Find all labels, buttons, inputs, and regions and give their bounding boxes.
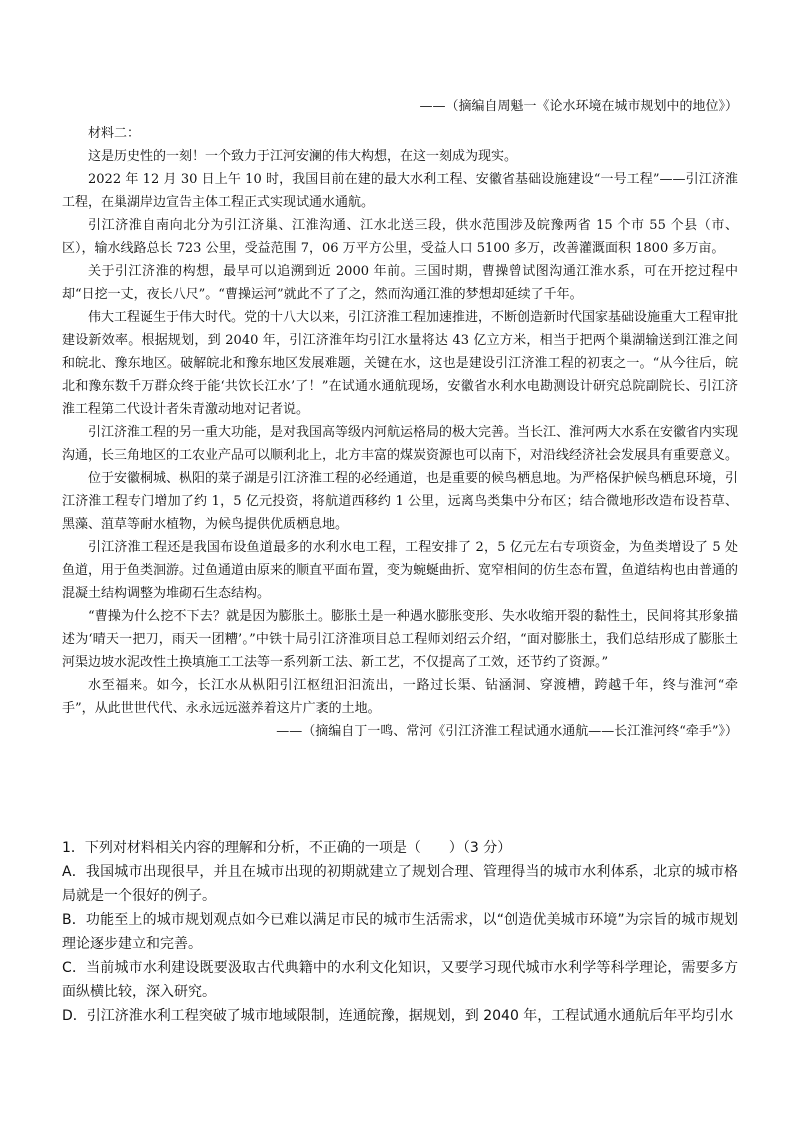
- paragraph: 伟大工程诞生于伟大时代。党的十八大以来，引江济淮工程加速推进，不断创造新时代国家基础设施重大工程审批建设新效率。根据规划，到 2040 年，引江济淮年均引江水量将达 43 亿立方米，相当于把两个巢湖输送到江淮之间和皖北、豫东地区。破解皖北和豫东地区发展难题，关键在水，这也是建设引江济淮工程的初衷之一。“从今往后，皖北和豫东数千万群众终于能‘共饮长江水’了！”在试通水通航现场，安徽省水利水电勘测设计研究总院副院长、引江济淮工程第二代设计者朱青激动地对记者说。: [62, 310, 739, 417]
- option-d: D．引江济淮水利工程突破了城市地域限制，连通皖豫，据规划，到 2040 年，工程试通水通航后年平均引水: [62, 1008, 734, 1024]
- paragraph: 水至福来。如今，长江水从枞阳引江枢纽汩汩流出，一路过长渠、钻涵洞、穿渡槽，跨越千年，终与淮河“牵手”，从此世世代代、永永远远滋养着这片广袤的土地。: [62, 678, 738, 716]
- paragraph: 引江济淮自南向北分为引江济巢、江淮沟通、江水北送三段，供水范围涉及皖豫两省 15 个市 55 个县（市、区），输水线路总长 723 公里，受益范围 7，06 万平方公里，受益人口 5100 多万，改善灌溉面积 1800 多万亩。: [62, 218, 738, 256]
- option-b: B．功能至上的城市规划观点如今已难以满足市民的城市生活需求，以“创造优美城市环境”为宗旨的城市规划理论逐步建立和完善。: [62, 912, 738, 952]
- paragraph: 引江济淮工程还是我国布设鱼道最多的水利水电工程，工程安排了 2，5 亿元左右专项资金，为鱼类增设了 5 处鱼道，用于鱼类洄游。过鱼通道由原来的顺直平面布置，变为蜿蜒曲折、宽窄相间的仿生态布置，鱼道结构也由普通的混凝土结构调整为堆砌石生态结构。: [62, 540, 739, 601]
- reading-material: [62, 95, 738, 743]
- paragraph: “曹操为什么挖不下去？就是因为膨胀土。膨胀土是一种遇水膨胀变形、失水收缩开裂的黏性土，民间将其形象描述为‘晴天一把刀，雨天一团糟’。”中铁十局引江济淮项目总工程师刘绍云介绍，“面对膨胀土，我们总结形成了膨胀土河渠边坡水泥改性土换填施工工法等一系列新工法、新工艺，不仅提高了工效，还节约了资源。”: [62, 609, 738, 670]
- paragraph: 位于安徽桐城、枞阳的菜子湖是引江济淮工程的必经通道，也是重要的候鸟栖息地。为严格保护候鸟栖息环境，引江济淮工程专门增加了约 1，5 亿元投资，将航道西移约 1 公里，远离鸟类集中分布区；结合微地形改造布设苔草、黑藻、菹草等耐水植物，为候鸟提供优质栖息地。: [62, 471, 739, 532]
- paragraph: 引江济淮工程的另一重大功能，是对我国高等级内河航运格局的极大完善。当长江、淮河两大水系在安徽省内实现沟通，长三角地区的工农业产品可以顺利北上，北方丰富的煤炭资源也可以南下，对沿线经济社会发展具有重要意义。: [62, 425, 739, 463]
- option-a: A．我国城市出现很早，并且在城市出现的初期就建立了规划合理、管理得当的城市水利体系，北京的城市格局就是一个很好的例子。: [62, 864, 738, 904]
- question-stem: 1．下列对材料相关内容的理解和分析，不正确的一项是（ ）（3 分）: [62, 840, 512, 856]
- source-citation-1: ——（摘编自周魁一《论水环境在城市规划中的地位》）: [419, 99, 738, 114]
- material-label: 材料二：: [88, 126, 141, 141]
- paragraph: 关于引江济淮的构想，最早可以追溯到近 2000 年前。三国时期，曹操曾试图沟通江淮水系，可在开挖过程中却“日挖一丈，夜长八尺”。“曹操运河”就此不了了之，然而沟通江淮的梦想却延续了千年。: [62, 264, 738, 302]
- option-c: C．当前城市水利建设既要汲取古代典籍中的水利文化知识，又要学习现代城市水利学等科学理论，需要多方面纵横比较，深入研究。: [62, 960, 738, 1000]
- source-citation-2: ——（摘编自丁一鸣、常河《引江济淮工程试通水通航——长江淮河终“牵手”》）: [276, 724, 738, 739]
- paragraph: 这是历史性的一刻！一个致力于江河安澜的伟大构想，在这一刻成为现实。: [88, 149, 518, 164]
- paragraph: 2022 年 12 月 30 日上午 10 时，我国目前在建的最大水利工程、安徽省基础设施建设“一号工程”——引江济淮工程，在巢湖岸边宣告主体工程正式实现试通水通航。: [62, 172, 738, 210]
- question-section: [62, 836, 738, 1028]
